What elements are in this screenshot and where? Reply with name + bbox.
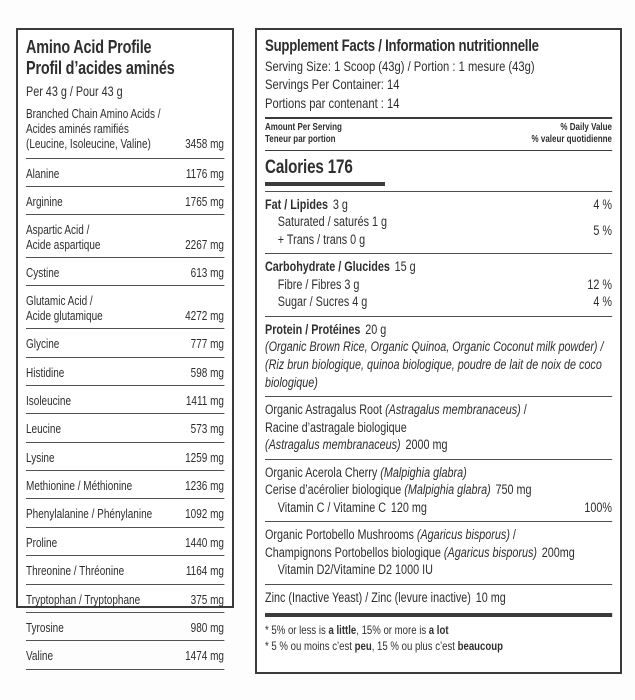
- latin-name: (Agaricus bisporus): [443, 544, 537, 560]
- protein-ingredients-fr: (Riz brun biologique, quinoa biologique, poudre de lait de noix de coco biologique): [265, 357, 602, 390]
- amino-acid-amount: 1176 mg: [185, 166, 224, 181]
- amino-acid-amount: 980 mg: [190, 620, 224, 635]
- amino-acid-amount: 375 mg: [190, 592, 224, 607]
- footnote-fr: * 5 % ou moins c’est peu, 15 % ou plus c’est beaucoup: [265, 639, 503, 654]
- amino-acid-name: Isoleucine: [26, 393, 72, 408]
- carbohydrate-row: Carbohydrate / Glucides 15 g: [265, 259, 416, 275]
- table-row: [26, 613, 224, 641]
- amino-acid-amount: 1474 mg: [185, 649, 224, 664]
- portobello-amount: 200mg: [541, 544, 575, 560]
- table-row: [26, 286, 224, 329]
- amino-acid-name: Arginine: [26, 194, 63, 209]
- fat-daily-value: 4 %: [593, 196, 612, 212]
- latin-name: (Malpighia glabra): [380, 464, 467, 480]
- serving-size-line: Serving Size: 1 Scoop (43g) / Portion : 1 mesure (43g): [265, 57, 535, 74]
- bcaa-amount: 3458 mg: [185, 137, 224, 152]
- table-row: [26, 159, 224, 187]
- amino-title-en: Amino Acid Profile: [26, 37, 152, 57]
- table-row: [26, 215, 224, 258]
- zinc-row: Zinc (Inactive Yeast) / Zinc (levure inactive) 10 mg: [265, 590, 506, 606]
- table-row: [26, 556, 224, 584]
- footnotes: [265, 617, 612, 661]
- amino-acid-amount: 1236 mg: [185, 479, 224, 493]
- protein-section: [265, 316, 612, 396]
- amino-serving-size: Per 43 g / Pour 43 g: [26, 83, 123, 99]
- amino-acid-name: Lysine: [26, 450, 55, 465]
- bcaa-label: Branched Chain Amino Acids / Acides aminés ramifiés (Leucine, Isoleucine, Valine): [26, 106, 161, 152]
- amino-acid-amount: 1765 mg: [185, 194, 224, 209]
- amino-acid-amount: 1411 mg: [185, 393, 224, 408]
- amino-acid-name: Aspartic Acid / Acide aspartique: [26, 223, 101, 252]
- table-row: [26, 641, 224, 669]
- astragalus-amount-row: [265, 436, 612, 454]
- table-row: [26, 414, 224, 442]
- amino-acid-amount: 1440 mg: [185, 535, 224, 550]
- saturated-fat-row: Saturated / saturés 1 g: [277, 214, 388, 230]
- amino-acid-name: Leucine: [26, 422, 62, 437]
- trans-fat-row: + Trans / trans 0 g: [277, 231, 366, 247]
- table-row: [26, 471, 224, 499]
- table-row: [26, 499, 224, 527]
- acerola-row-fr: Cerise d’acérolier biologique (Malpighia glabra) 750 mg: [265, 482, 532, 498]
- footnote-en: * 5% or less is a little, 15% or more is a lot: [265, 622, 449, 637]
- table-row: [26, 528, 224, 556]
- protein-ingredients-en: (Organic Brown Rice, Organic Quinoa, Organic Coconut milk powder) /: [265, 339, 604, 355]
- amino-acid-name: Glutamic Acid / Acide glutamique: [26, 294, 103, 323]
- amino-acid-name: Tryptophan / Tryptophane: [26, 592, 141, 607]
- servings-per-container-line: Servings Per Container: 14: [265, 76, 400, 93]
- vitamin-c-row: Vitamin C / Vitamine C 120 mg 100%: [277, 499, 612, 515]
- fat-section: [265, 191, 612, 254]
- fibre-daily-value: 12 %: [587, 276, 612, 292]
- amount-per-serving-header: [265, 119, 612, 151]
- amino-acid-name: Histidine: [26, 365, 65, 380]
- astragalus-amount: 2000 mg: [405, 437, 448, 453]
- amino-title: [26, 37, 224, 79]
- latin-name: (Malpighia glabra): [404, 482, 491, 498]
- protein-row: Protein / Protéines 20 g: [265, 321, 387, 337]
- amino-acid-name: Proline: [26, 535, 58, 550]
- astragalus-row-en: Organic Astragalus Root (Astragalus membranaceus) /: [265, 402, 527, 418]
- carbohydrate-section: [265, 253, 612, 316]
- amino-acid-amount: 1092 mg: [185, 507, 224, 522]
- table-row: [26, 585, 224, 613]
- amino-acid-name: Valine: [26, 649, 54, 664]
- acerola-section: [265, 459, 612, 522]
- acerola-amount: 750 mg: [495, 482, 532, 498]
- acerola-row-en: Organic Acerola Cherry (Malpighia glabra): [265, 464, 467, 480]
- amino-acid-name: Glycine: [26, 337, 60, 352]
- fat-row: Fat / Lipides 3 g: [265, 196, 348, 212]
- amino-acid-name: Alanine: [26, 166, 60, 181]
- fibre-row: Fibre / Fibres 3 g 12 %: [277, 276, 612, 292]
- daily-value-label: % Daily Value % valeur quotidienne: [531, 121, 612, 146]
- astragalus-row-fr: Racine d’astragale biologique: [265, 419, 407, 435]
- vitamin-c-daily-value: 100%: [584, 499, 612, 515]
- latin-name: (Astragalus membranaceus): [265, 437, 401, 453]
- portobello-row-en: Organic Portobello Mushrooms (Agaricus bisporus) /: [265, 527, 516, 543]
- zinc-amount: 10 mg: [475, 590, 506, 606]
- latin-name: (Astragalus membranaceus): [385, 402, 521, 418]
- amino-title-fr: Profil d’acides aminés: [26, 57, 175, 78]
- amino-acid-amount: 777 mg: [190, 337, 224, 352]
- amino-acid-amount: 1164 mg: [185, 564, 224, 579]
- bcaa-row: [26, 107, 224, 159]
- vitamin-d2-row: Vitamin D2/Vitamine D2 1000 IU: [277, 562, 433, 578]
- sugar-daily-value: 4 %: [593, 294, 612, 310]
- amount-per-serving-label: Amount Per Serving Teneur par portion: [265, 121, 342, 146]
- amino-acid-amount: 2267 mg: [185, 237, 224, 252]
- amino-panel-content: [18, 30, 232, 670]
- amino-acid-name: Methionine / Méthionine: [26, 479, 133, 493]
- vitamin-c-amount: 120 mg: [390, 499, 427, 515]
- table-row: [26, 329, 224, 357]
- zinc-section: [265, 584, 612, 612]
- portobello-row-fr: Champignons Portobellos biologique (Agaricus bisporus) 200mg: [265, 544, 575, 560]
- amino-acid-amount: 598 mg: [190, 365, 224, 380]
- amino-acid-amount: 1259 mg: [185, 450, 224, 465]
- portobello-section: [265, 521, 612, 584]
- portions-par-contenant-line: Portions par contenant : 14: [265, 95, 400, 112]
- saturated-trans-daily-value: 5 %: [593, 222, 612, 238]
- amino-acid-amount: 613 mg: [190, 266, 224, 280]
- table-row: [26, 187, 224, 215]
- amino-acid-name: Threonine / Thréonine: [26, 564, 125, 579]
- table-row: [26, 358, 224, 386]
- amino-acid-name: Cystine: [26, 266, 60, 280]
- supplement-facts-panel: [255, 28, 622, 674]
- table-row: [26, 386, 224, 414]
- amino-acid-name: Tyrosine: [26, 620, 64, 635]
- calories-row: Calories 176: [265, 156, 353, 178]
- supplement-panel-content: [257, 30, 620, 661]
- amino-acid-name: Phenylalanine / Phénylanine: [26, 507, 153, 522]
- table-row: [26, 443, 224, 471]
- astragalus-section: [265, 396, 612, 459]
- amino-acid-amount: 4272 mg: [185, 308, 224, 323]
- sugar-row: Sugar / Sucres 4 g 4 %: [277, 294, 612, 310]
- amino-acid-amount: 573 mg: [190, 422, 224, 437]
- supplement-facts-title: Supplement Facts / Information nutritionnelle: [265, 37, 539, 55]
- latin-name: (Agaricus bisporus): [416, 527, 510, 543]
- table-row: [26, 258, 224, 286]
- calories-underline: [265, 182, 385, 186]
- amino-acid-profile-panel: [16, 28, 234, 664]
